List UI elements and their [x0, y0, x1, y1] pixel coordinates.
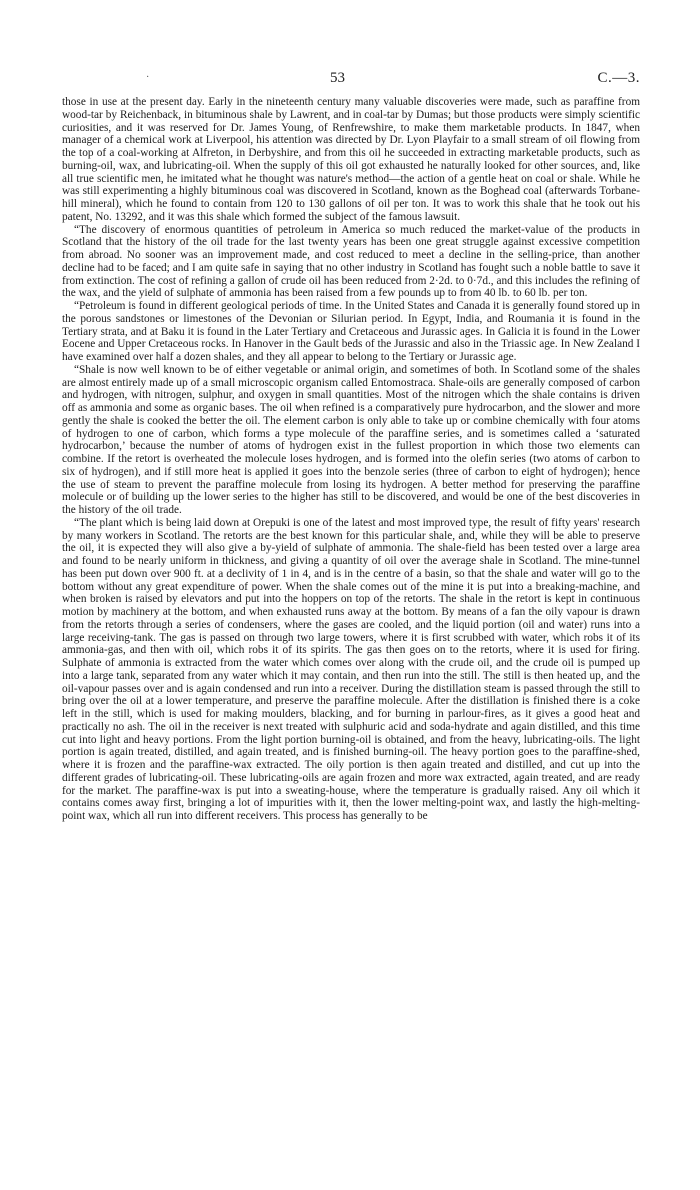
section-code: C.—3.: [597, 70, 640, 86]
paragraph: “Shale is now well known to be of either vegetable or animal origin, and sometimes of both. In Scotland some of the shales are almost entirely made up of a small microscopic organism called Entomostraca. Shale-oils are generally composed of carbon and hydrogen, with nitrogen, sulphur, and oxygen in small quantities. Most of the nitrogen which the shale contains is driven off as ammonia and some as organic bases. The oil when refined is a comparatively pure hydrocarbon, and the slower and more gently the shale is cooked the better the oil. The element carbon is only able to take up or combine chemically with four atoms of hydrogen to one of carbon, which forms a type molecule of the paraffine series, and is sometimes called a ‘saturated hydrocarbon,’ because the number of atoms of hydrogen exist in the fullest proportion in which those two elements can combine. If the retort is overheated the molecule loses hydrogen, and is formed into the olefin series (two atoms of carbon to six of hydrogen), and if still more heat is applied it goes into the benzole series (three of carbon to eight of hydrogen); hence the use of steam to prevent the paraffine molecule from losing its hydrogen. A better method for preserving the paraffine molecule or of building up the lower series to the higher has still to be discovered, and would be one of the best discoveries in the history of the oil trade.: [62, 363, 640, 516]
page-header: [0, 70, 700, 90]
paragraph-continuation: those in use at the present day. Early in the nineteenth century many valuable discoveries were made, such as paraffine from wood-tar by Reichenback, in bituminous shale by Lawrent, and in coal-tar by Dumas; but those products were simply scientific curiosities, and it was reserved for Dr. James Young, of Renfrewshire, to make them marketable products. In 1847, when manager of a chemical work at Liverpool, his attention was directed by Dr. Lyon Playfair to a small stream of oil flowing from the top of a coal-working at Alfreton, in Derbyshire, and from this oil he succeeded in extracting marketable products, such as burning-oil, wax, and lubricating-oil. When the supply of this oil got exhausted he naturally looked for other sources, and, like all true scientific men, he imitated what he thought was nature's method—the action of a gentle heat on coal or shale. While he was still experimenting a highly bituminous coal was discovered in Scotland, known as the Boghead coal (afterwards Torbane-hill mineral), which he found to contain from 120 to 130 gallons of oil per ton. It was to work this shale that he took out his patent, No. 13292, and it was this shale which formed the subject of the famous lawsuit.: [62, 96, 640, 223]
header-dot: ·: [146, 72, 150, 83]
page-number: 53: [330, 70, 345, 86]
body-text: [62, 96, 640, 823]
paragraph: “The plant which is being laid down at Orepuki is one of the latest and most improved type, the result of fifty years' research by many workers in Scotland. The retorts are the best known for this particular shale, and, while they will be able to preserve the oil, it is expected they will also give a by-yield of sulphate of ammonia. The shale-field has been tested over a large area and found to be nearly uniform in thickness, and giving a quantity of oil over the average shale in Scotland. The mine-tunnel has been put down over 900 ft. at a declivity of 1 in 4, and is in the centre of a basin, so that the shale and water will go to the bottom without any great expenditure of power. When the shale comes out of the mine it is put into a breaking-machine, and when broken is raised by elevators and put into the hoppers on top of the retorts. The shale in the retort is kept in continuous motion by machinery at the bottom, and when exhausted runs away at the bottom. By means of a fan the oily vapour is drawn from the retorts through a series of condensers, where the gases are cooled, and the liquid portion (oil and water) runs into a large receiving-tank. The gas is passed on through two large towers, where it is first scrubbed with water, which robs it of its ammonia-gas, and then with oil, which robs it of its spirits. The gas then goes on to the retorts, where it is used for firing. Sulphate of ammonia is extracted from the water which comes over along with the crude oil, and the crude oil is pumped up into a large tank, separated from any water which it may contain, and then run into the still. The still is then heated up, and the oil-vapour passes over and is again condensed and run into a receiver. During the distillation steam is passed through the still to bring over the oil at a lower temperature, and preserve the paraffine molecule. After the distillation is finished there is a coke left in the still, which is used for making moulders, blacking, and for burning in parlour-fires, as it gives a good heat and practically no ash. The oil in the receiver is next treated with sulphuric acid and soda-hydrate and again distilled, and this time cut into light and heavy portions. From the light portion burning-oil is obtained, and from the heavy, lubricating-oils. The light portion is again treated, distilled, and again treated, and is finished burning-oil. The heavy portion goes to the paraffine-shed, where it is frozen and the paraffine-wax extracted. The oily portion is then again treated and distilled, and cut up into the different grades of lubricating-oil. These lubricating-oils are again frozen and more wax extracted, again treated, and are ready for the market. The paraffine-wax is put into a sweating-house, where the temperature is gradually raised. Any oil which it contains comes away first, bringing a lot of impurities with it, then the lower melting-point wax, and lastly the high-melting-point wax, which all run into different receivers. This process has generally to be: [62, 516, 640, 822]
paragraph: “The discovery of enormous quantities of petroleum in America so much reduced the market-value of the products in Scotland that the history of the oil trade for the last twenty years has been one great struggle against excessive competition from abroad. No sooner was an improvement made, and cost reduced to meet a decline in the selling-price, than another decline had to be faced; and I am quite safe in saying that no other industry in Scotland has fought such a noble battle to save it from extinction. The cost of refining a gallon of crude oil has been reduced from 2·2d. to 0·7d., and this includes the refining of the wax, and the yield of sulphate of ammonia has been raised from a few pounds up to from 40 lb. to 60 lb. per ton.: [62, 223, 640, 300]
paragraph: “Petroleum is found in different geological periods of time. In the United States and Canada it is generally found stored up in the porous sandstones or limestones of the Devonian or Silurian period. In Egypt, India, and Roumania it is found in the Tertiary strata, and at Baku it is found in the Later Tertiary and Cretaceous and Jurassic ages. In Galicia it is found in the Lower Eocene and Upper Cretaceous rocks. In Hanover in the Gault beds of the Jurassic and also in the Triassic age. In New Zealand I have examined over half a dozen shales, and they all appear to belong to the Tertiary or Jurassic age.: [62, 300, 640, 363]
